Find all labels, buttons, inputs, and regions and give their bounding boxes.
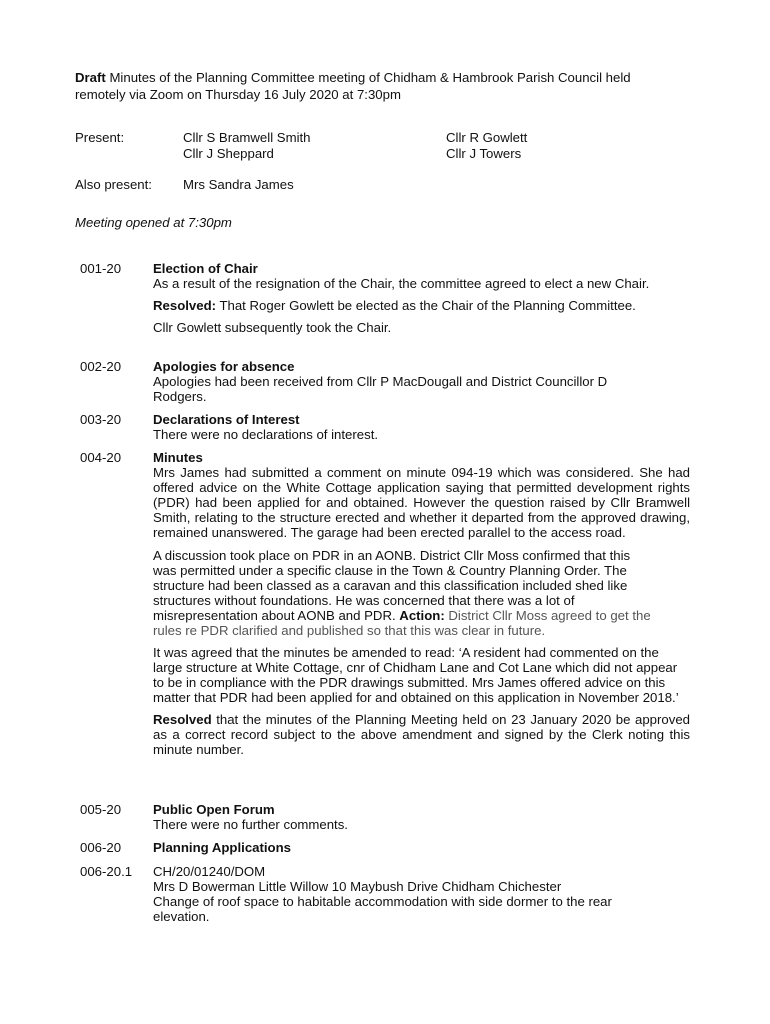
item-text: As a result of the resignation of the Chair, the committee agreed to elect a new Chair. — [153, 276, 650, 291]
resolved-text: that the minutes of the Planning Meeting held on 23 January 2020 be approved as a correct record subject to the above amendment and signed by the Clerk noting this minute number. — [153, 712, 690, 757]
item-006 — [153, 840, 690, 855]
attendee: Cllr S Bramwell Smith — [183, 130, 311, 145]
item-002 — [153, 359, 690, 404]
resolved-label: Resolved: — [153, 298, 217, 313]
action-text: District Cllr Moss agreed to get the rules re PDR clarified and published so that this was clear in future. — [153, 608, 651, 638]
item-text: There were no further comments. — [153, 817, 348, 832]
item-005 — [153, 802, 690, 832]
item-heading: Public Open Forum — [153, 802, 275, 817]
title-line1: Minutes of the Planning Committee meeting of Chidham & Hambrook Parish Council held — [105, 70, 631, 85]
action-label: Action: — [399, 608, 445, 623]
item-number: 002-20 — [80, 359, 122, 374]
item-number: 006-20 — [80, 840, 122, 855]
item-003 — [153, 412, 690, 442]
paragraph: Mrs James had submitted a comment on minute 094-19 which was considered. She had offered advice on the White Cottage application saying that permitted development rights (PDR) had been applied for and obtained. However the question raised by Cllr Bramwell Smith, relating to the structure erected and whether it departed from the approved drawing, remained unanswered. The garage had been erected parallel to the access road. — [153, 465, 690, 540]
item-heading: Planning Applications — [153, 840, 291, 855]
present-label: Present: — [75, 130, 125, 145]
attendee: Cllr R Gowlett — [446, 130, 528, 145]
resolution — [153, 712, 690, 757]
item-number: 001-20 — [80, 261, 122, 276]
draft-label: Draft — [75, 70, 106, 85]
item-number: 003-20 — [80, 412, 122, 427]
paragraph: It was agreed that the minutes be amended to read: ‘A resident had commented on the large structure at White Cottage, cnr of Chidham Lane and Cot Lane which did not appear to be in compliance with the PDR drawings submitted. Mrs James offered advice on this matter that PDR had been applied for and obtained on this application in November 2018.’ — [153, 645, 679, 705]
item-heading: Election of Chair — [153, 261, 258, 276]
item-006-1 — [153, 864, 690, 924]
document-title — [75, 70, 715, 102]
also-present-name: Mrs Sandra James — [183, 177, 294, 192]
title-line2: remotely via Zoom on Thursday 16 July 2020 at 7:30pm — [75, 87, 401, 102]
item-heading: Apologies for absence — [153, 359, 295, 374]
present-col2 — [446, 130, 527, 161]
item-number: 006-20.1 — [80, 864, 133, 879]
item-number: 005-20 — [80, 802, 122, 817]
item-text: There were no declarations of interest. — [153, 427, 379, 442]
resolved-label: Resolved — [153, 712, 212, 727]
item-heading: Minutes — [153, 450, 203, 465]
meeting-opened: Meeting opened at 7:30pm — [75, 215, 232, 230]
item-number: 004-20 — [80, 450, 122, 465]
item-text: Apologies had been received from Cllr P MacDougall and District Councillor D Rodgers. — [153, 374, 608, 404]
attendee: Cllr J Towers — [446, 146, 522, 161]
item-001 — [153, 261, 690, 335]
attendee: Cllr J Sheppard — [183, 146, 274, 161]
item-note: Cllr Gowlett subsequently took the Chair. — [153, 320, 392, 335]
paragraph-text: A discussion took place on PDR in an AONB. District Cllr Moss confirmed that this was permitted under a specific clause in the Town & Country Planning Order. The structure had been classed as a caravan and this classification included shed like structures without foundations. He was concerned that there was a lot of misrepresentation about AONB and PDR. — [153, 548, 631, 623]
also-present-label: Also present: — [75, 177, 152, 192]
paragraph — [153, 548, 653, 638]
application-description: Change of roof space to habitable accommodation with side dormer to the rear elevation. — [153, 894, 612, 924]
resolution — [153, 298, 690, 313]
item-004 — [153, 450, 690, 757]
present-col1 — [183, 130, 311, 161]
applicant: Mrs D Bowerman Little Willow 10 Maybush Drive Chidham Chichester — [153, 879, 562, 894]
resolved-text: That Roger Gowlett be elected as the Chair of the Planning Committee. — [216, 298, 636, 313]
application-ref: CH/20/01240/DOM — [153, 864, 266, 879]
item-heading: Declarations of Interest — [153, 412, 300, 427]
